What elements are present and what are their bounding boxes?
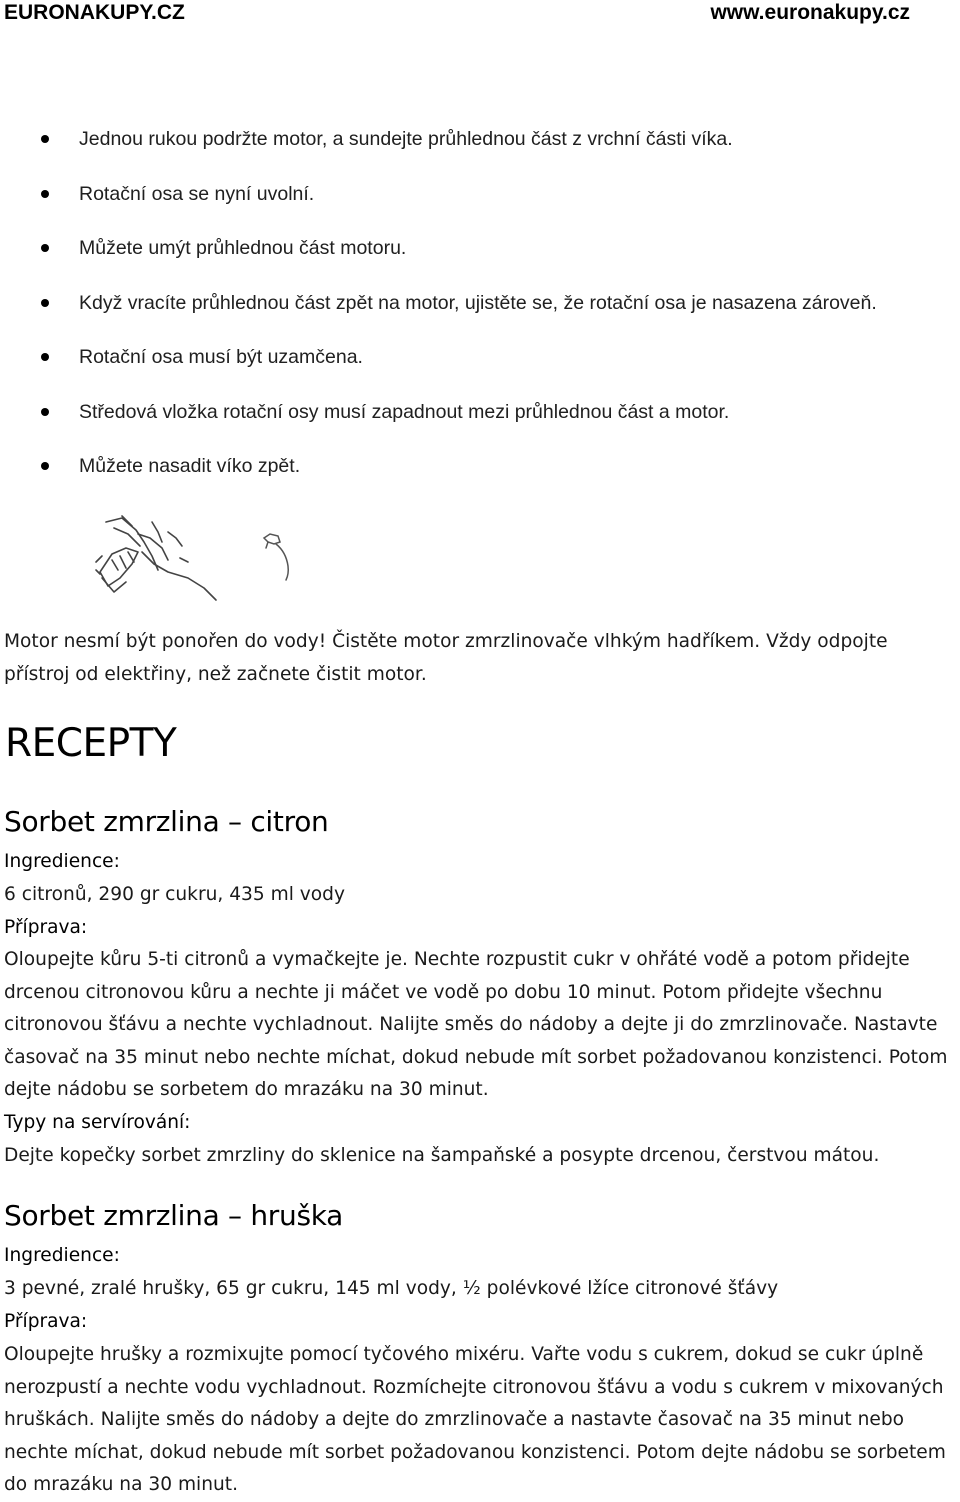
bullet-icon xyxy=(41,462,49,470)
prep-text xyxy=(4,1339,946,1502)
prep-line: Oloupejte kůru 5-ti citronů a vymačkejte je. Nechte rozpustit cukr v ohřáté vodě a potom přidejte xyxy=(4,949,910,970)
prep-line: nechte míchat, dokud nebude mít sorbet požadovanou konzistenci. Potom dejte nádobu se sorbetem xyxy=(4,1441,946,1463)
prep-label: Příprava: xyxy=(4,1311,88,1332)
serving-text: Dejte kopečky sorbet zmrzliny do sklenice na šampaňské a posypte drcenou, čerstvou mátou. xyxy=(4,1145,880,1166)
ingredients-label: Ingredience: xyxy=(4,1245,120,1266)
prep-line: hruškách. Nalijte směs do nádoby a dejte do zmrzlinovače a nastavte časovač na 35 minut nebo xyxy=(4,1409,905,1430)
prep-label: Příprava: xyxy=(4,917,88,938)
bullet-icon xyxy=(41,299,49,307)
bullet-icon xyxy=(41,135,49,143)
list-item-text: Můžete umýt průhlednou část motoru. xyxy=(79,237,407,259)
prep-line: dejte nádobu se sorbetem do mrazáku na 30 minut. xyxy=(4,1079,489,1100)
list-item xyxy=(0,233,877,288)
bullet-icon xyxy=(41,190,49,198)
bullet-icon xyxy=(41,353,49,361)
recipe-title: Sorbet zmrzlina – hruška xyxy=(4,1199,344,1232)
list-item xyxy=(0,288,877,343)
recipes-title: RECEPTY xyxy=(5,721,177,766)
serving-label: Typy na servírování: xyxy=(4,1112,191,1133)
list-item-text: Můžete nasadit víko zpět. xyxy=(79,455,301,477)
prep-text xyxy=(4,944,947,1107)
bullet-icon xyxy=(41,408,49,416)
cleaning-illustration-icon xyxy=(92,512,312,604)
prep-line: časovač na 35 minut nebo nechte míchat, dokud nebude mít sorbet požadovanou konzistenci. Potom xyxy=(4,1046,948,1068)
site-brand: EURONAKUPY.CZ xyxy=(4,1,185,24)
list-item-text: Rotační osa se nyní uvolní. xyxy=(79,182,315,205)
prep-line: do mrazáku na 30 minut. xyxy=(4,1474,238,1495)
cleaning-note-line: Motor nesmí být ponořen do vody! Čistěte motor zmrzlinovače vlhkým hadříkem. Vždy odpojte xyxy=(4,631,888,652)
cleaning-note-line: přístroj od elektřiny, než začnete čistit motor. xyxy=(4,663,427,685)
list-item-text: Rotační osa musí být uzamčena. xyxy=(79,346,363,368)
prep-line: drcenou citronovou kůru a nechte ji máčet ve vodě po dobu 10 minut. Potom přidejte všechnu xyxy=(4,981,883,1003)
ingredients-label: Ingredience: xyxy=(4,851,120,872)
list-item xyxy=(0,179,877,234)
instructions-list xyxy=(0,124,877,506)
site-url: www.euronakupy.cz xyxy=(710,1,910,24)
ingredients-text: 3 pevné, zralé hrušky, 65 gr cukru, 145 ml vody, ½ polévkové lžíce citronové šťávy xyxy=(4,1278,779,1299)
list-item-text: Když vracíte průhlednou část zpět na motor, ujistěte se, že rotační osa je nasazena zároveň. xyxy=(79,291,877,314)
list-item-text: Jednou rukou podržte motor, a sundejte průhlednou část z vrchní části víka. xyxy=(79,128,733,150)
recipe-title: Sorbet zmrzlina – citron xyxy=(4,805,329,838)
ingredients-text: 6 citronů, 290 gr cukru, 435 ml vody xyxy=(4,884,345,905)
list-item xyxy=(0,124,877,179)
prep-line: Oloupejte hrušky a rozmixujte pomocí tyčového mixéru. Vařte vodu s cukrem, dokud se cukr úplně xyxy=(4,1344,924,1365)
prep-line: nerozpustí a nechte vodu vychladnout. Rozmíchejte citronovou šťávu a vodu s cukrem v mixovaných xyxy=(4,1376,944,1398)
bullet-icon xyxy=(41,244,49,252)
cleaning-note xyxy=(4,626,888,691)
prep-line: citronovou šťávu a nechte vychladnout. Nalijte směs do nádoby a dejte ji do zmrzlinovače. Nastavte xyxy=(4,1014,938,1035)
list-item-text: Středová vložka rotační osy musí zapadnout mezi průhlednou část a motor. xyxy=(79,400,730,423)
list-item xyxy=(0,397,877,452)
list-item xyxy=(0,342,877,397)
list-item xyxy=(0,451,877,506)
